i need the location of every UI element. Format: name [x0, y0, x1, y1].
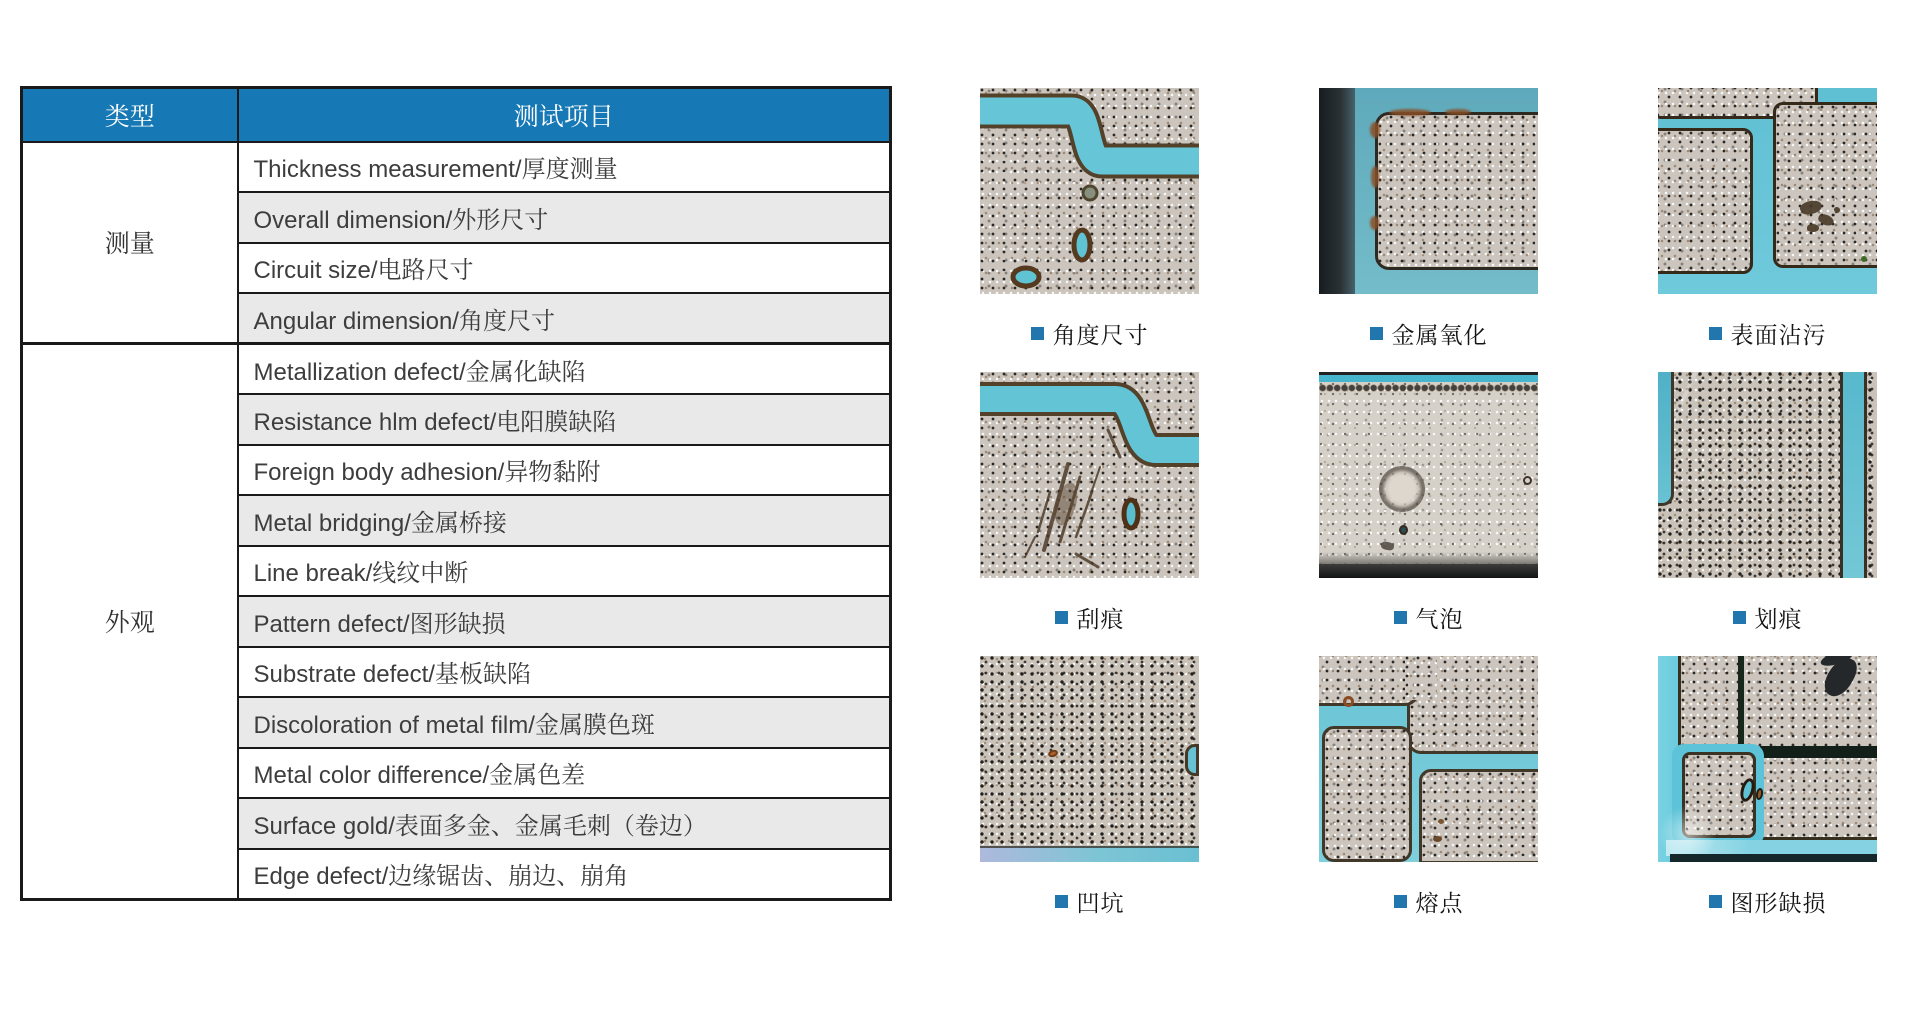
item-cell: Resistance hlm defect/电阳膜缺陷 — [238, 394, 891, 445]
sample-label: 图形缺损 — [1730, 889, 1827, 916]
item-cell: Angular dimension/角度尺寸 — [238, 293, 891, 344]
square-bullet-icon — [1031, 327, 1044, 340]
dark-edge — [1319, 564, 1538, 578]
square-bullet-icon — [1370, 327, 1383, 340]
ceramic-tile — [1419, 769, 1538, 862]
gallery-item — [980, 88, 1199, 348]
stain-blob — [1807, 224, 1819, 232]
rust-spot — [1370, 216, 1379, 230]
rust-spot — [1371, 166, 1379, 188]
pin-hole — [1399, 525, 1408, 535]
blue-notch — [1185, 744, 1199, 776]
blue-channel — [980, 372, 1199, 578]
type-cell-appearance: 外观 — [22, 344, 238, 900]
melt-ring — [1343, 696, 1354, 707]
melt-mark — [1433, 836, 1442, 842]
sample-caption — [980, 318, 1199, 348]
photo-surface-stain — [1658, 88, 1877, 294]
through-hole — [1124, 500, 1138, 528]
green-fleck — [1861, 256, 1867, 262]
tile-seam-patch — [1405, 656, 1437, 700]
item-cell: Edge defect/边缘锯齿、崩边、崩角 — [238, 849, 891, 900]
gallery-item — [1319, 88, 1538, 348]
item-cell: Circuit size/电路尺寸 — [238, 243, 891, 294]
rust-spot — [1389, 109, 1431, 116]
sample-caption — [1319, 318, 1538, 348]
sample-label: 表面沾污 — [1730, 321, 1827, 348]
stain-blob — [1834, 207, 1840, 213]
sample-caption — [1319, 886, 1538, 916]
photo-angular-dimension — [980, 88, 1199, 294]
type-cell-measurement: 测量 — [22, 142, 238, 344]
pit-mark — [1047, 749, 1059, 759]
square-bullet-icon — [1709, 327, 1722, 340]
ceramic-tile — [1322, 726, 1412, 862]
photo-pattern-defect — [1658, 656, 1877, 862]
ceramic-tile — [1375, 112, 1538, 270]
blue-strip — [980, 846, 1199, 862]
ceramic-tile — [1773, 102, 1877, 268]
column-header-item: 测试项目 — [238, 88, 891, 142]
sample-caption — [980, 886, 1199, 916]
photo-melt-spot — [1319, 656, 1538, 862]
defect-ring — [1083, 186, 1097, 200]
photo-metal-oxidation — [1319, 88, 1538, 294]
sample-label: 金属氧化 — [1391, 321, 1488, 348]
column-header-type: 类型 — [22, 88, 238, 142]
sample-caption — [1658, 318, 1877, 348]
ceramic-tile — [1658, 128, 1753, 274]
smudge — [1380, 541, 1394, 552]
gallery-item — [980, 372, 1199, 632]
square-bullet-icon — [1709, 895, 1722, 908]
photo-bubble — [1319, 372, 1538, 578]
photo-scratch — [1658, 372, 1877, 578]
table-row — [22, 344, 891, 395]
item-cell: Line break/线纹中断 — [238, 546, 891, 597]
table-row — [22, 142, 891, 193]
castellation-dots — [1319, 382, 1538, 395]
blue-strip — [1319, 372, 1538, 382]
sample-caption — [1658, 886, 1877, 916]
blue-channel — [1840, 372, 1867, 578]
photo-scrape — [980, 372, 1199, 578]
item-cell: Metal color difference/金属色差 — [238, 748, 891, 799]
sample-label: 熔点 — [1415, 889, 1464, 916]
gallery-item — [1319, 372, 1538, 632]
gallery-item — [1319, 656, 1538, 916]
sample-label: 划痕 — [1754, 605, 1803, 632]
sample-label: 气泡 — [1415, 605, 1464, 632]
ceramic-tile — [1319, 656, 1419, 706]
shadow-edge — [1319, 88, 1355, 294]
item-cell: Metallization defect/金属化缺陷 — [238, 344, 891, 395]
gallery-item — [1658, 372, 1877, 632]
square-bullet-icon — [1394, 611, 1407, 624]
blue-channel — [980, 88, 1199, 294]
sample-caption — [1319, 602, 1538, 632]
blue-channel — [1658, 372, 1674, 506]
table-header-row — [22, 88, 891, 142]
rust-spot — [1370, 122, 1380, 138]
photo-pit — [980, 656, 1199, 862]
square-bullet-icon — [1055, 895, 1068, 908]
sample-label: 角度尺寸 — [1052, 321, 1149, 348]
defect-sample-gallery — [980, 88, 1877, 916]
pattern-line — [1738, 656, 1744, 748]
item-cell: Foreign body adhesion/异物黏附 — [238, 445, 891, 496]
sample-caption — [1658, 602, 1877, 632]
square-bullet-icon — [1055, 611, 1068, 624]
item-cell: Substrate defect/基板缺陷 — [238, 647, 891, 698]
through-hole — [1013, 268, 1039, 286]
item-cell: Thickness measurement/厚度测量 — [238, 142, 891, 193]
dark-edge — [1670, 854, 1877, 862]
item-cell: Surface gold/表面多金、金属毛刺（卷边） — [238, 798, 891, 849]
square-bullet-icon — [1394, 895, 1407, 908]
through-hole — [1074, 230, 1090, 260]
square-bullet-icon — [1733, 611, 1746, 624]
sample-label: 凹坑 — [1076, 889, 1125, 916]
item-cell: Metal bridging/金属桥接 — [238, 495, 891, 546]
gallery-item — [1658, 656, 1877, 916]
item-cell: Pattern defect/图形缺损 — [238, 596, 891, 647]
sample-caption — [980, 602, 1199, 632]
pattern-band — [1760, 746, 1877, 758]
item-cell: Overall dimension/外形尺寸 — [238, 192, 891, 243]
gallery-item — [1658, 88, 1877, 348]
test-items-table — [20, 86, 892, 901]
rust-spot — [1445, 109, 1471, 115]
gallery-item — [980, 656, 1199, 916]
sample-label: 刮痕 — [1076, 605, 1125, 632]
melt-mark — [1438, 819, 1444, 824]
bubble-ring — [1379, 466, 1425, 512]
item-cell: Discoloration of metal film/金属膜色斑 — [238, 697, 891, 748]
pin-hole — [1523, 476, 1532, 485]
